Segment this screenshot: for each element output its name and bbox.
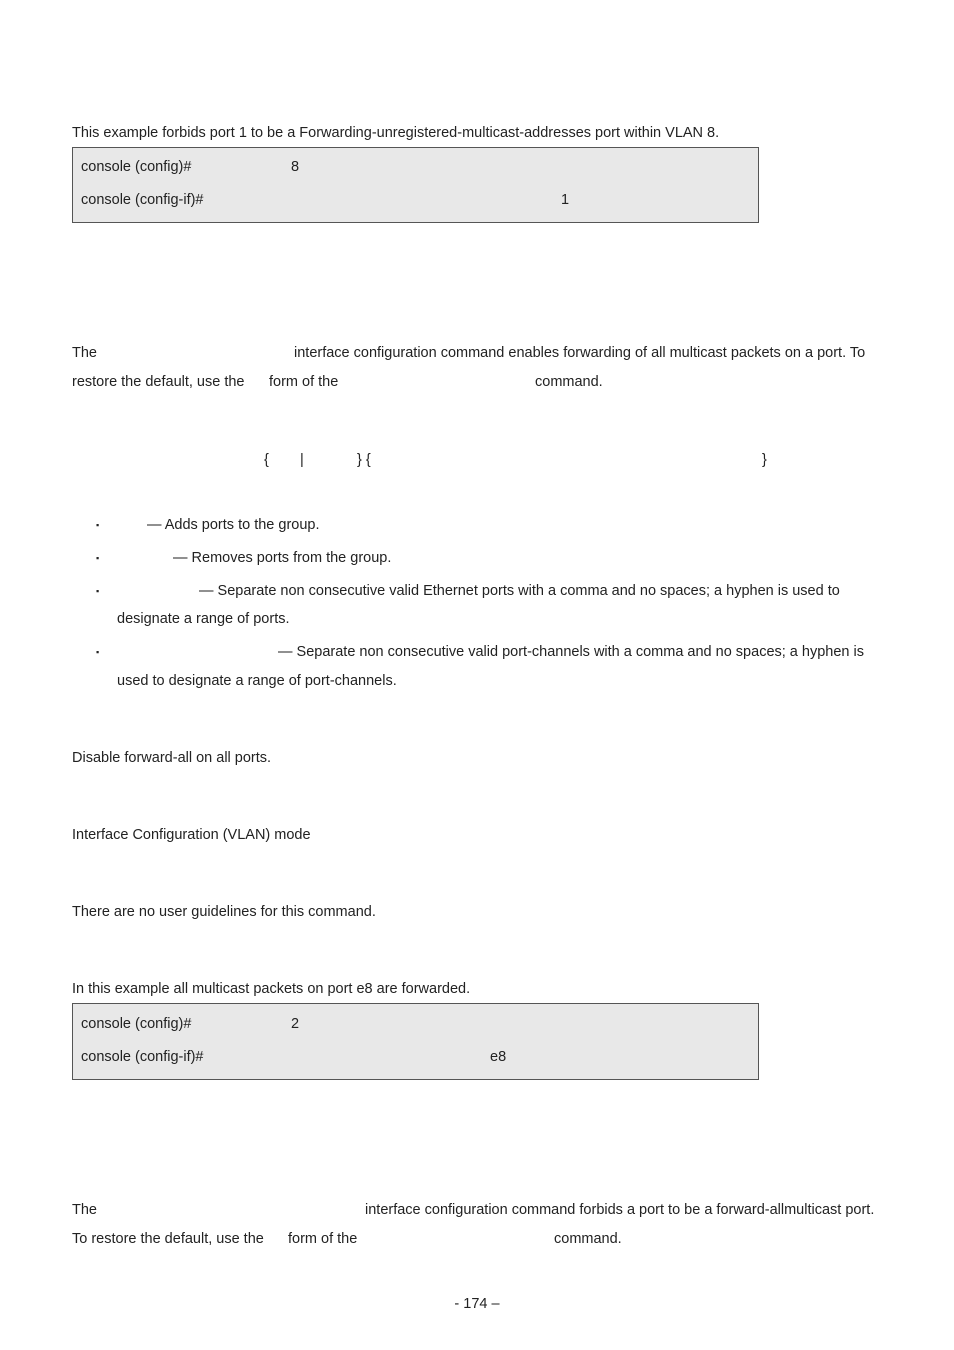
description-text: interface configuration command enables forwarding of all multicast packets on a port. To [294, 345, 866, 361]
page-number: - 174 – [454, 1296, 500, 1312]
code-prompt: console (config-if)# [81, 192, 204, 208]
parameter-text: used to designate a range of port-channels. [117, 673, 397, 689]
description-text: To restore the default, use the [72, 1231, 264, 1247]
syntax-pipe: | [300, 452, 304, 468]
code-block [72, 147, 759, 223]
code-argument: e8 [490, 1049, 507, 1065]
bullet-icon: ▪ [96, 553, 100, 563]
mode-text: Interface Configuration (VLAN) mode [72, 827, 311, 843]
description-text: The [72, 1202, 97, 1218]
parameter-text: — Separate non consecutive valid Ethernet ports with a comma and no spaces; a hyphen is used to [199, 583, 840, 599]
description-text: The [72, 345, 97, 361]
description-text: interface configuration command forbids a port to be a forward-allmulticast port. [365, 1202, 875, 1218]
default-text: Disable forward-all on all ports. [72, 750, 272, 766]
syntax-brace: } { [357, 452, 371, 468]
description-text: command. [554, 1231, 622, 1247]
syntax-brace: } [762, 452, 767, 468]
description-text: restore the default, use the [72, 374, 245, 390]
description-text: form of the [269, 374, 339, 390]
code-argument: 1 [561, 192, 570, 208]
parameter-text: — Removes ports from the group. [173, 550, 392, 566]
parameter-text: — Separate non consecutive valid port-channels with a comma and no spaces; a hyphen is [278, 644, 864, 660]
code-block [72, 1003, 759, 1080]
parameter-text: designate a range of ports. [117, 611, 290, 627]
parameter-text: — Adds ports to the group. [147, 517, 320, 533]
bullet-icon: ▪ [96, 520, 100, 530]
code-prompt: console (config-if)# [81, 1049, 204, 1065]
guidelines-text: There are no user guidelines for this command. [72, 904, 376, 920]
description-text: form of the [288, 1231, 358, 1247]
code-prompt: console (config)# [81, 1016, 192, 1032]
syntax-brace: { [264, 452, 269, 468]
description-text: command. [535, 374, 603, 390]
code-prompt: console (config)# [81, 159, 192, 175]
code-argument: 2 [291, 1016, 300, 1032]
example-intro: In this example all multicast packets on port e8 are forwarded. [72, 981, 471, 997]
bullet-icon: ▪ [96, 586, 100, 596]
code-argument: 8 [291, 159, 300, 175]
example-intro: This example forbids port 1 to be a Forwarding-unregistered-multicast-addresses port within VLAN 8. [72, 125, 720, 141]
bullet-icon: ▪ [96, 647, 100, 657]
